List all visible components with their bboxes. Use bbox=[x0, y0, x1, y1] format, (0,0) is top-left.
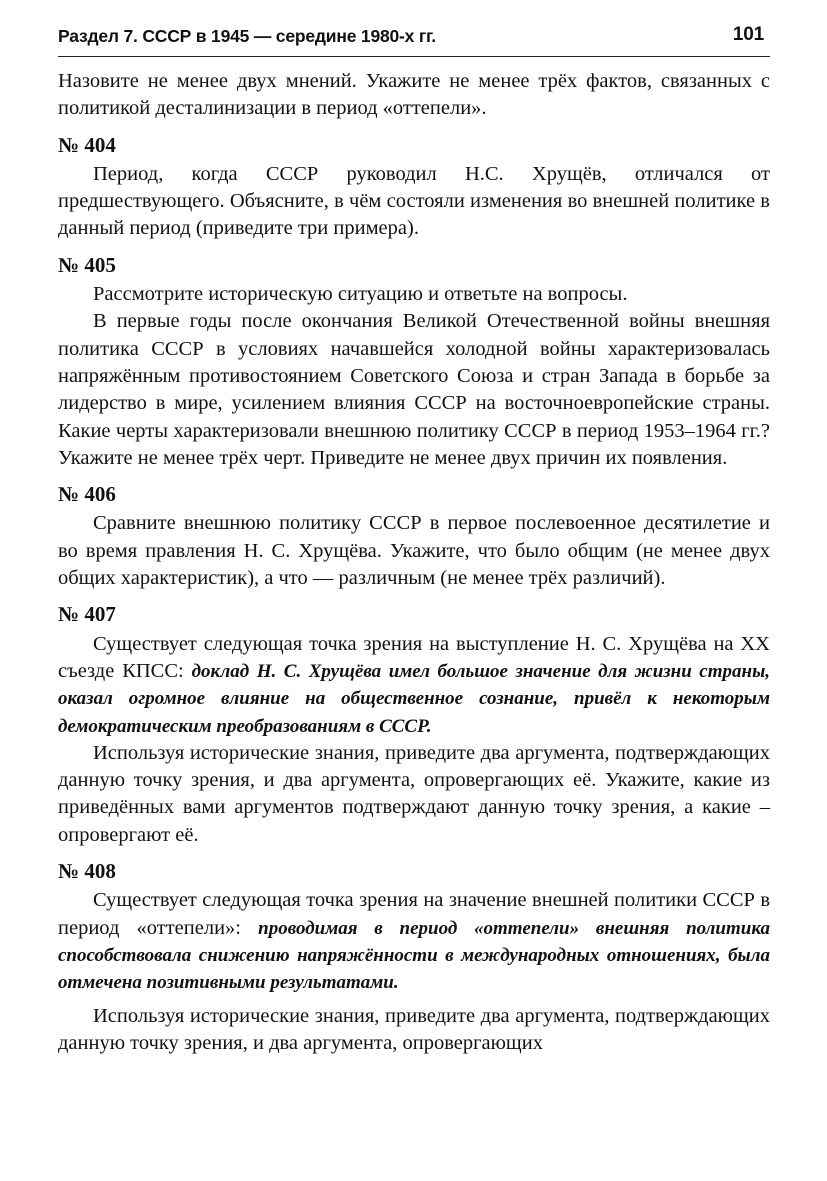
task-instruction: Используя исторические знания, приведите два аргумента, подтверждающих данную точку зрения, и два аргумента, опровергающих bbox=[58, 1004, 770, 1054]
task-408 bbox=[58, 858, 770, 1057]
viewpoint-quote: проводимая в период «оттепели» внешняя политика способствовала снижению напряжённости в международных отношениях, была отмечена позитивными результатами. bbox=[58, 917, 770, 994]
task-viewpoint-paragraph bbox=[58, 631, 770, 740]
book-page bbox=[58, 0, 770, 1057]
section-title: Раздел 7. СССР в 1945 — середине 1980-х гг. bbox=[58, 26, 436, 46]
task-number: № 406 bbox=[58, 482, 116, 507]
continuation-paragraph: Назовите не менее двух мнений. Укажите не менее трёх фактов, связанных с политикой десталинизации в период «оттепели». bbox=[58, 70, 770, 120]
page-number: 101 bbox=[732, 24, 764, 45]
task-number: № 404 bbox=[58, 132, 116, 157]
page-content bbox=[58, 68, 770, 1057]
task-407 bbox=[58, 601, 770, 849]
task-number: № 405 bbox=[58, 252, 116, 277]
viewpoint-intro: Существует следующая точка зрения на выступление Н. С. Хрущёва на XX съезде КПСС: bbox=[58, 632, 770, 682]
task-paragraph: Период, когда СССР руководил Н.С. Хрущёв, отличался от предшествующего. Объясните, в чём состояли изменения во внешней политике в данный период (приведите три примера). bbox=[58, 162, 770, 240]
viewpoint-quote: доклад Н. С. Хрущёва имел большое значение для жизни страны, оказал огромное влияние на общественное сознание, привёл к некоторым демократическим преобразованиям в СССР. bbox=[58, 660, 771, 737]
running-header bbox=[58, 0, 770, 57]
task-405 bbox=[58, 252, 770, 472]
task-404 bbox=[58, 132, 770, 243]
viewpoint-intro: Существует следующая точка зрения на значение внешней политики СССР в период «оттепели»: bbox=[58, 889, 770, 939]
task-number: № 407 bbox=[58, 602, 116, 627]
task-viewpoint-paragraph bbox=[58, 887, 770, 996]
task-paragraph: В первые годы после окончания Великой Отечественной войны внешняя политика СССР в условиях начавшейся холодной войны характеризовалась напряжённым противостоянием Советского Союза и стран Запада в борьбе за лидерство в мире, усилением влияния СССР на восточноевропейские страны. Какие черты характеризовали внешнюю политику СССР в период 1953–1964 гг.? Укажите не менее трёх черт. Приведите не менее двух причин их появления. bbox=[58, 310, 770, 469]
task-instruction: Используя исторические знания, приведите два аргумента, подтверждающих данную точку зрения, и два аргумента, опровергающих её. Укажите, какие из приведённых вами аргументов подтверждают данную точку зрения, а какие – опровергают её. bbox=[58, 741, 770, 846]
task-number: № 408 bbox=[58, 859, 116, 884]
task-406 bbox=[58, 481, 770, 592]
task-paragraph: Рассмотрите историческую ситуацию и ответьте на вопросы. bbox=[93, 283, 628, 306]
task-paragraph: Сравните внешнюю политику СССР в первое послевоенное десятилетие и во время правления Н. С. Хрущёва. Укажите, что было общим (не менее двух общих характеристик), а что — различным (не менее трёх различий). bbox=[58, 512, 770, 590]
